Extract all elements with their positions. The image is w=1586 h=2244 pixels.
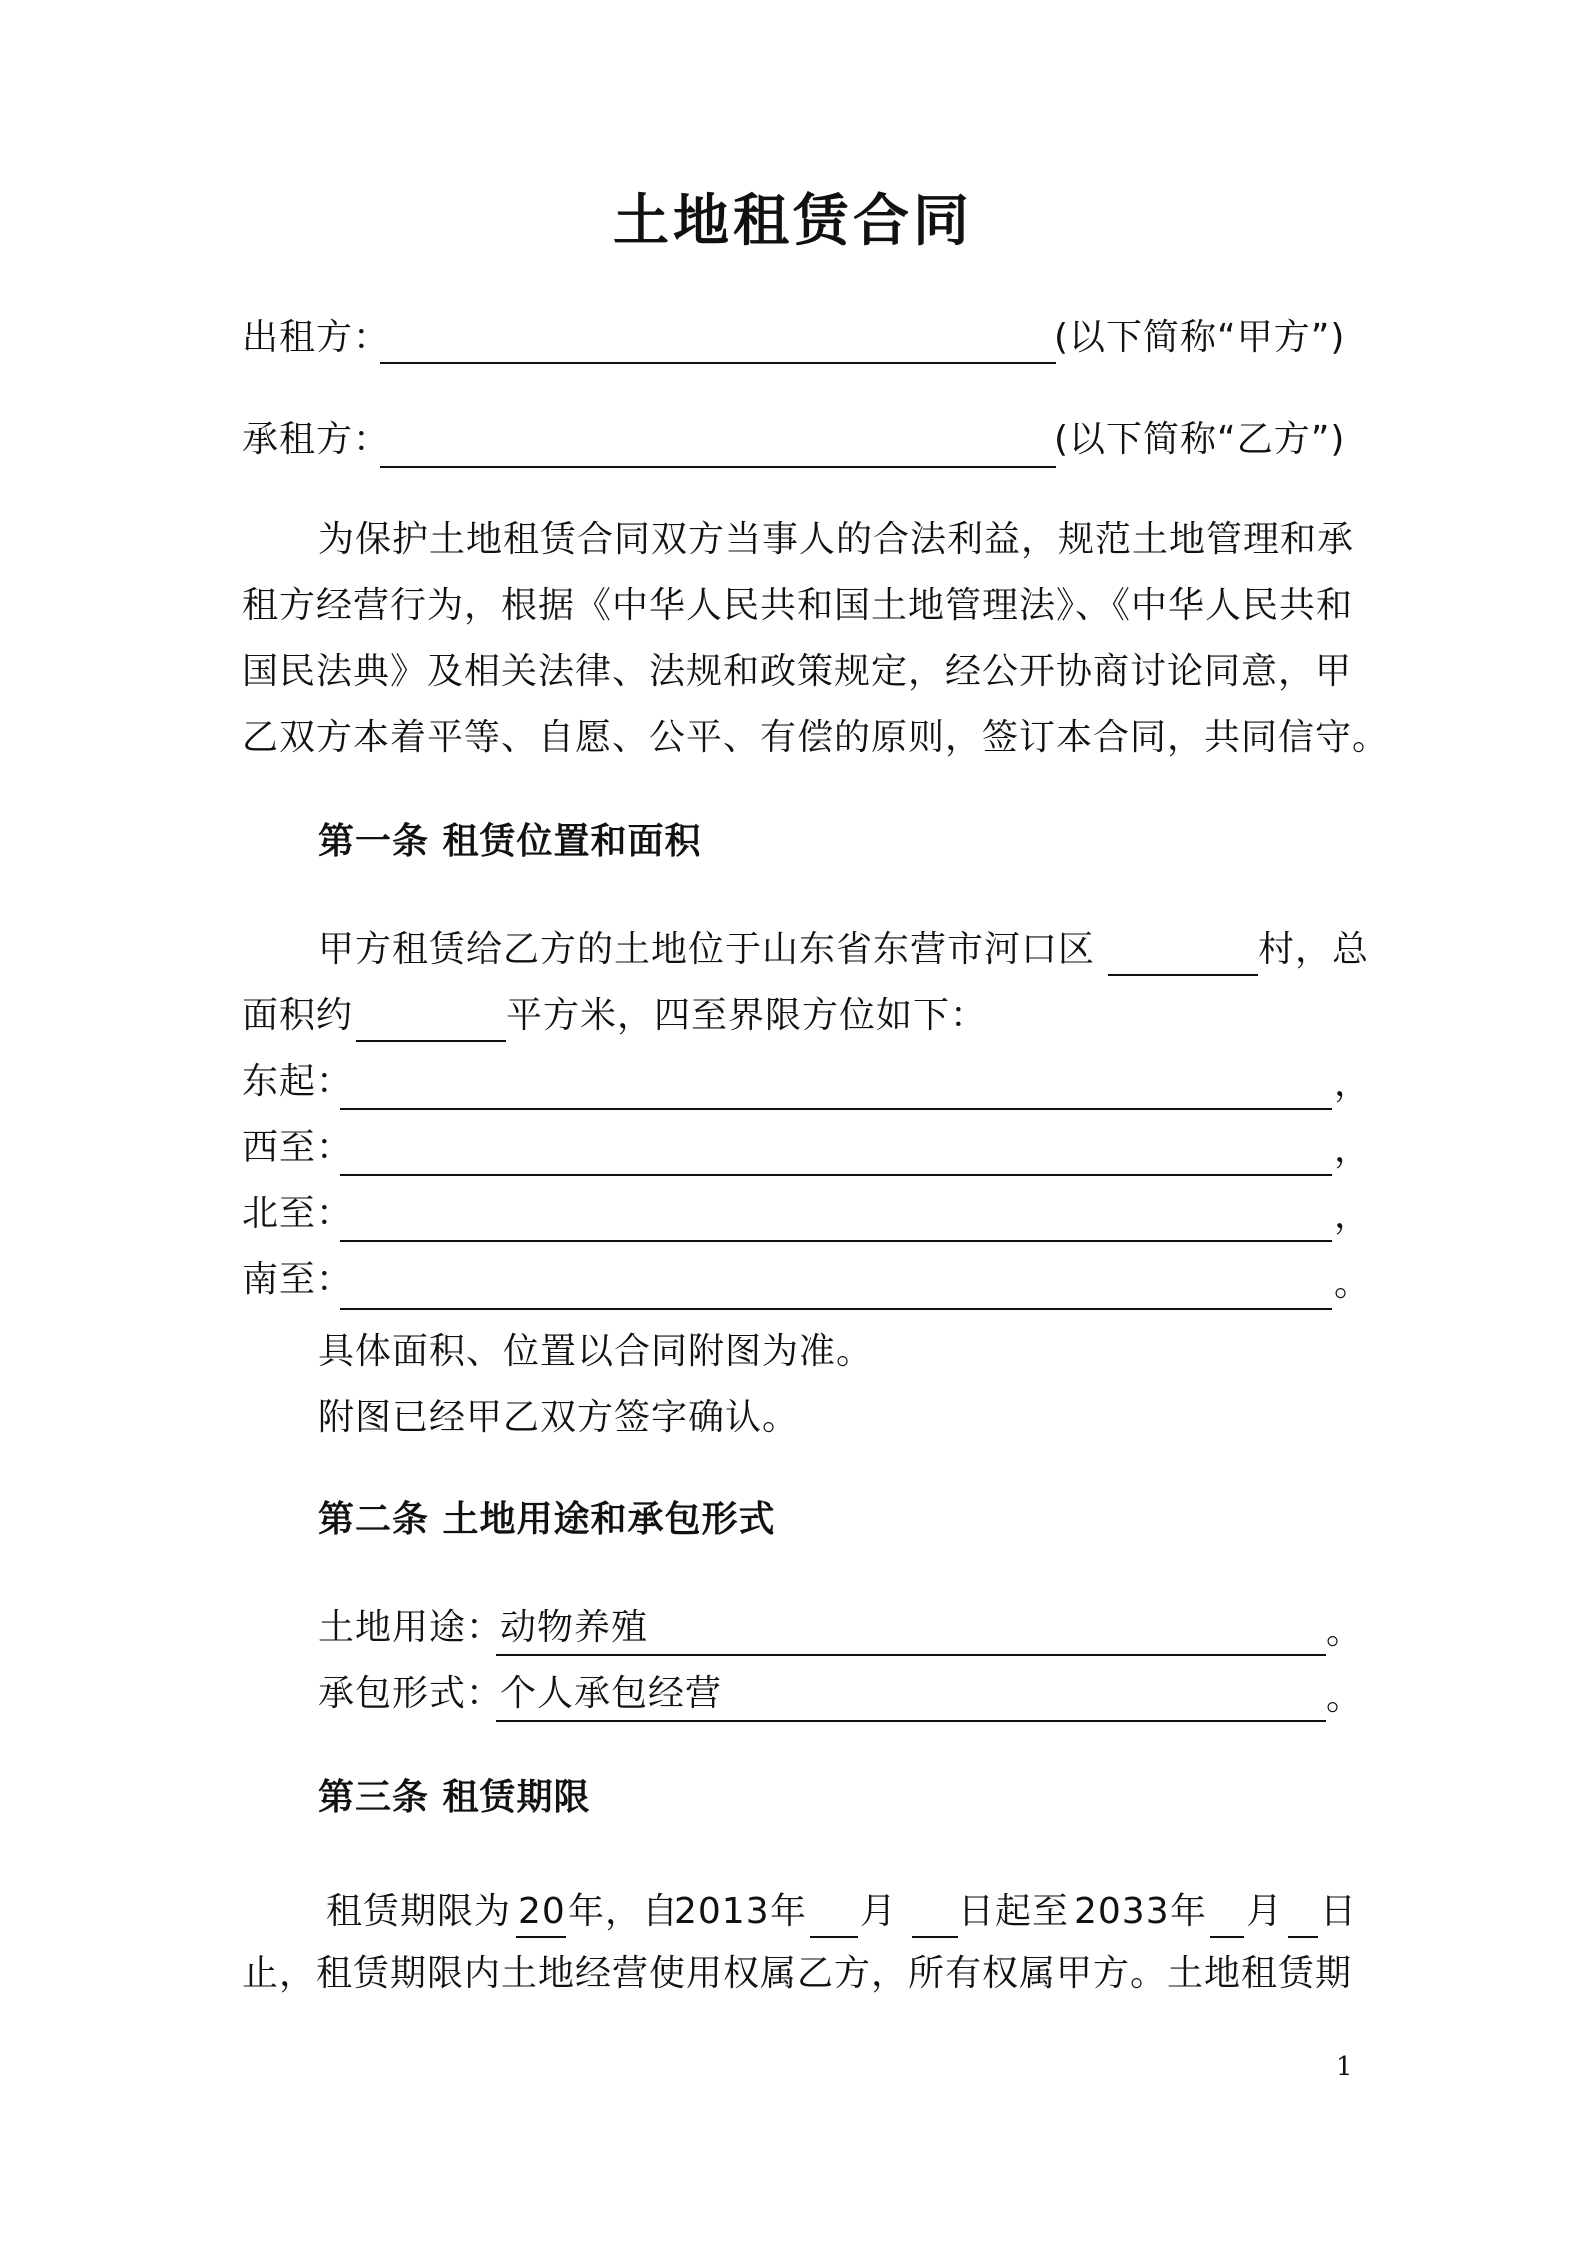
term-text-b: 年，自: [568, 1891, 680, 1932]
use-value[interactable]: 动物养殖: [500, 1607, 649, 1648]
article-1-note-1: 具体面积、位置以合同附图为准。: [318, 1331, 874, 1372]
term-years-underline: [516, 1936, 566, 1938]
form-period: 。: [1326, 1677, 1364, 1718]
article-1-line-2a: 面积约: [242, 995, 354, 1036]
document-title: 土地租赁合同: [613, 189, 973, 254]
lessee-blank[interactable]: [380, 466, 1056, 468]
preamble-line-2: 租方经营行为，根据《中华人民共和国土地管理法》、《中华人民共和: [242, 585, 1354, 626]
preamble-line-1: 为保护土地租赁合同双方当事人的合法利益，规范土地管理和承: [318, 519, 1355, 560]
article-2-heading: 第二条 土地用途和承包形式: [318, 1499, 776, 1540]
term-line-2: 止，租赁期限内土地经营使用权属乙方，所有权属甲方。土地租赁期: [242, 1953, 1353, 1994]
lessor-suffix: (以下简称“甲方”): [1054, 317, 1346, 358]
north-label: 北至：: [242, 1193, 354, 1234]
form-underline: [496, 1720, 1326, 1722]
west-comma: ，: [1334, 1129, 1372, 1170]
south-label: 南至：: [242, 1259, 354, 1300]
article-1-note-2: 附图已经甲乙双方签字确认。: [318, 1397, 800, 1438]
west-label: 西至：: [242, 1127, 354, 1168]
preamble-line-3: 国民法典》及相关法律、法规和政策规定，经公开协商讨论同意，甲: [242, 651, 1353, 692]
north-comma: ，: [1334, 1195, 1372, 1236]
use-period: 。: [1326, 1611, 1364, 1652]
lessee-label: 承租方：: [242, 419, 391, 460]
article-1-line-1b: 村，总: [1258, 929, 1370, 970]
article-1-line-1a: 甲方租赁给乙方的土地位于山东省东营市河口区: [318, 929, 1096, 970]
end-day-blank[interactable]: [1288, 1936, 1318, 1938]
east-label: 东起：: [242, 1061, 354, 1102]
end-year-unit: 年: [1170, 1891, 1208, 1932]
end-year: 2033: [1074, 1891, 1170, 1932]
form-value[interactable]: 个人承包经营: [500, 1673, 723, 1714]
start-year: 2013: [674, 1891, 770, 1932]
south-period: 。: [1334, 1263, 1372, 1304]
east-comma: ，: [1334, 1063, 1372, 1104]
term-years[interactable]: 20: [518, 1891, 566, 1932]
area-blank[interactable]: [356, 1040, 506, 1042]
east-blank[interactable]: [340, 1108, 1332, 1110]
start-day-blank[interactable]: [912, 1936, 958, 1938]
north-blank[interactable]: [340, 1240, 1332, 1242]
use-label: 土地用途：: [318, 1607, 504, 1648]
article-1-line-2b: 平方米，四至界限方位如下：: [506, 995, 988, 1036]
end-day-unit: 日: [1320, 1891, 1358, 1932]
west-blank[interactable]: [340, 1174, 1332, 1176]
lessee-suffix: (以下简称“乙方”): [1054, 419, 1346, 460]
lessor-label: 出租方：: [242, 317, 391, 358]
page-number: 1: [1336, 2052, 1353, 2082]
lessor-blank[interactable]: [380, 362, 1056, 364]
start-year-unit: 年: [770, 1891, 808, 1932]
end-month-unit: 月: [1246, 1891, 1284, 1932]
term-text-d: 日起至: [958, 1891, 1070, 1932]
form-label: 承包形式：: [318, 1673, 504, 1714]
use-underline: [496, 1654, 1326, 1656]
article-1-heading: 第一条 租赁位置和面积: [318, 821, 702, 862]
end-month-blank[interactable]: [1210, 1936, 1244, 1938]
start-month-unit: 月: [860, 1891, 898, 1932]
article-3-heading: 第三条 租赁期限: [318, 1777, 591, 1818]
preamble-line-4: 乙双方本着平等、自愿、公平、有偿的原则，签订本合同，共同信守。: [242, 717, 1390, 758]
village-blank[interactable]: [1108, 974, 1258, 976]
south-blank[interactable]: [340, 1308, 1332, 1310]
term-text-a: 租赁期限为: [326, 1891, 512, 1932]
start-month-blank[interactable]: [810, 1936, 858, 1938]
